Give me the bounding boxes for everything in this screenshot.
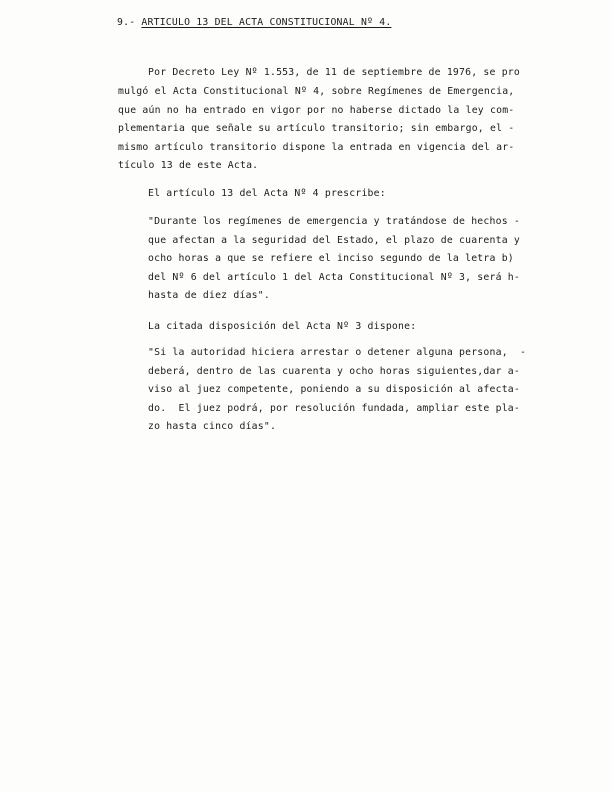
text-line: "Durante los regímenes de emergencia y tratándose de hechos - — [148, 216, 520, 227]
section-number: 9.- — [117, 17, 136, 28]
text-line: mulgó el Acta Constitucional Nº 4, sobre Regímenes de Emergencia, — [118, 86, 515, 97]
text-line: viso al juez competente, poniendo a su disposición al afecta- — [148, 384, 520, 396]
text-line: plementaria que señale su artículo transitorio; sin embargo, el - — [118, 123, 515, 135]
text-line: mismo artículo transitorio dispone la entrada en vigencia del ar- — [118, 141, 515, 153]
text-line: que afectan a la seguridad del Estado, el plazo de cuarenta y — [148, 234, 520, 246]
text-line: hasta de diez días". — [148, 290, 270, 302]
text-line: El artículo 13 del Acta Nº 4 prescribe: — [148, 188, 386, 199]
paragraph-decree — [148, 64, 552, 83]
text-line: que aún no ha entrado en vigor por no haberse dictado la ley com- — [118, 104, 515, 116]
quote-acta-3 — [148, 344, 556, 437]
text-line: deberá, dentro de las cuarenta y ocho horas siguientes,dar a- — [148, 365, 520, 377]
section-title: ARTICULO 13 DEL ACTA CONSTITUCIONAL Nº 4. — [141, 17, 392, 28]
text-line: tículo 13 de este Acta. — [118, 160, 259, 172]
paragraph-prescribe — [148, 185, 448, 204]
paragraph-decree-body — [118, 83, 552, 176]
section-heading — [117, 17, 391, 28]
text-line: del Nº 6 del artículo 1 del Acta Constitucional Nº 3, será h- — [148, 271, 520, 283]
quote-article-13 — [148, 213, 556, 306]
text-line: Por Decreto Ley Nº 1.553, de 11 de septiembre de 1976, se pro — [148, 67, 520, 78]
text-line: "Si la autoridad hiciera arrestar o detener alguna persona, - — [148, 347, 527, 358]
text-line: zo hasta cinco días". — [148, 421, 277, 433]
paragraph-cited — [148, 318, 448, 337]
text-line: La citada disposición del Acta Nº 3 dispone: — [148, 321, 417, 332]
text-line: do. El juez podrá, por resolución fundada, ampliar este pla- — [148, 402, 520, 414]
text-line: ocho horas a que se refiere el inciso segundo de la letra b) — [148, 253, 514, 265]
